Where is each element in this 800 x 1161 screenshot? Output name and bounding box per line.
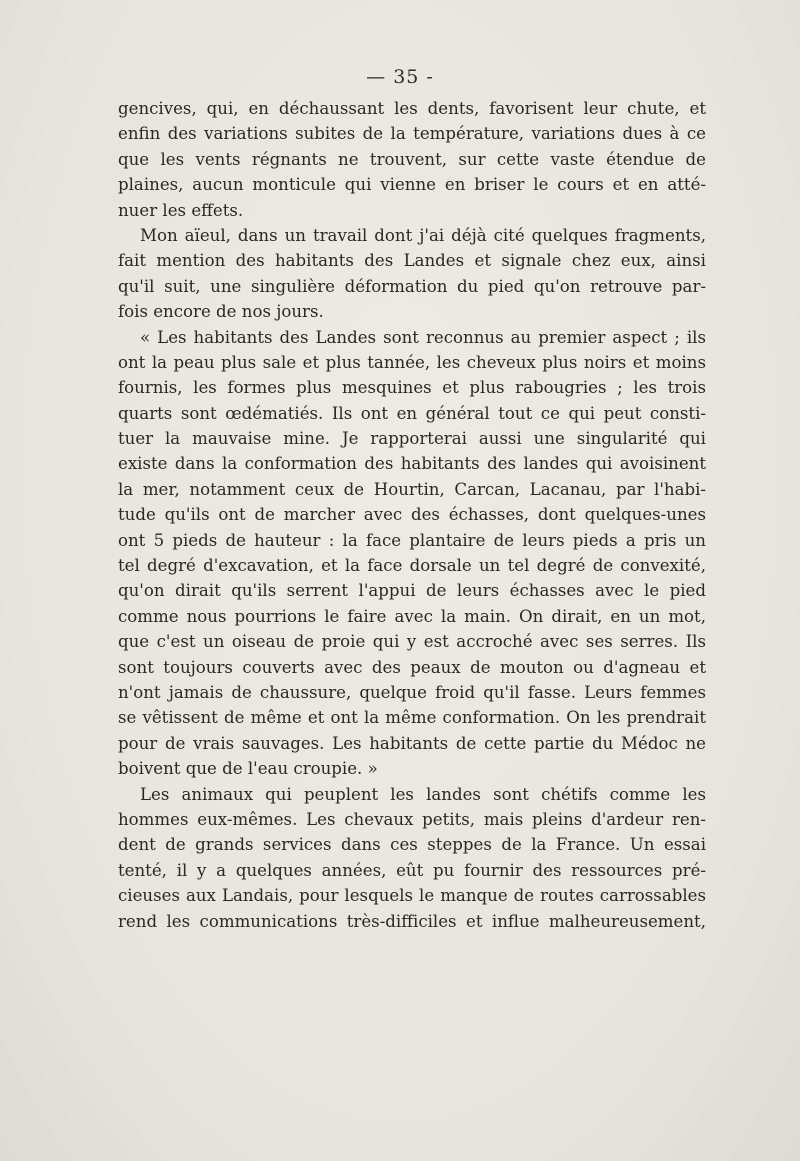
text-line: qu'on dirait qu'ils serrent l'appui de leurs échasses avec le pied bbox=[118, 581, 706, 601]
text-line: boivent que de l'eau croupie. » bbox=[118, 759, 378, 779]
text-line: tuer la mauvaise mine. Je rapporterai aussi une singularité qui bbox=[118, 429, 706, 449]
page-number: — 35 - bbox=[366, 66, 434, 88]
text-line: ont la peau plus sale et plus tannée, les cheveux plus noirs et moins bbox=[118, 352, 706, 372]
text-line: pour de vrais sauvages. Les habitants de cette partie du Médoc ne bbox=[118, 733, 706, 753]
text-line: rend les communications très-difficiles et influe malheureusement, bbox=[118, 911, 706, 931]
text-line: Mon aïeul, dans un travail dont j'ai déjà cité quelques fragments, bbox=[140, 225, 706, 245]
text-line: plaines, aucun monticule qui vienne en briser le cours et en atté- bbox=[118, 175, 706, 195]
text-line: « Les habitants des Landes sont reconnus au premier aspect ; ils bbox=[140, 327, 706, 347]
text-line: que c'est un oiseau de proie qui y est accroché avec ses serres. Ils bbox=[118, 632, 706, 652]
text-line: n'ont jamais de chaussure, quelque froid qu'il fasse. Leurs femmes bbox=[118, 682, 706, 702]
text-line: dent de grands services dans ces steppes de la France. Un essai bbox=[118, 835, 706, 855]
text-line: tenté, il y a quelques années, eût pu fournir des ressources pré- bbox=[118, 860, 706, 880]
text-line: fournis, les formes plus mesquines et plus rabougries ; les trois bbox=[118, 378, 706, 398]
text-line: qu'il suit, une singulière déformation du pied qu'on retrouve par- bbox=[118, 276, 706, 296]
text-line: cieuses aux Landais, pour lesquels le manque de routes carrossables bbox=[118, 886, 706, 906]
text-line: existe dans la conformation des habitants des landes qui avoisinent bbox=[118, 454, 706, 474]
text-line: se vêtissent de même et ont la même conformation. On les prendrait bbox=[118, 708, 706, 728]
text-line: quarts sont œdématiés. Ils ont en général tout ce qui peut consti- bbox=[118, 403, 706, 423]
text-line: nuer les effets. bbox=[118, 200, 244, 220]
text-line: gencives, qui, en déchaussant les dents, favorisent leur chute, et bbox=[118, 99, 706, 118]
body-text bbox=[118, 96, 706, 934]
text-line: la mer, notamment ceux de Hourtin, Carcan, Lacanau, par l'habi- bbox=[118, 479, 706, 499]
text-line: tude qu'ils ont de marcher avec des échasses, dont quelques-unes bbox=[118, 505, 706, 525]
text-line: que les vents régnants ne trouvent, sur cette vaste étendue de bbox=[118, 149, 706, 169]
text-line: tel degré d'excavation, et la face dorsale un tel degré de convexité, bbox=[118, 556, 706, 576]
text-line: fois encore de nos jours. bbox=[118, 302, 324, 322]
text-line: sont toujours couverts avec des peaux de mouton ou d'agneau et bbox=[118, 657, 706, 677]
text-line: Les animaux qui peuplent les landes sont chétifs comme les bbox=[140, 784, 706, 804]
text-line: comme nous pourrions le faire avec la main. On dirait, en un mot, bbox=[118, 606, 706, 626]
text-line: fait mention des habitants des Landes et signale chez eux, ainsi bbox=[118, 251, 706, 271]
text-line: hommes eux-mêmes. Les chevaux petits, mais pleins d'ardeur ren- bbox=[118, 809, 706, 829]
text-line: enfin des variations subites de la température, variations dues à ce bbox=[118, 124, 706, 144]
text-line: ont 5 pieds de hauteur : la face plantaire de leurs pieds a pris un bbox=[118, 530, 706, 550]
